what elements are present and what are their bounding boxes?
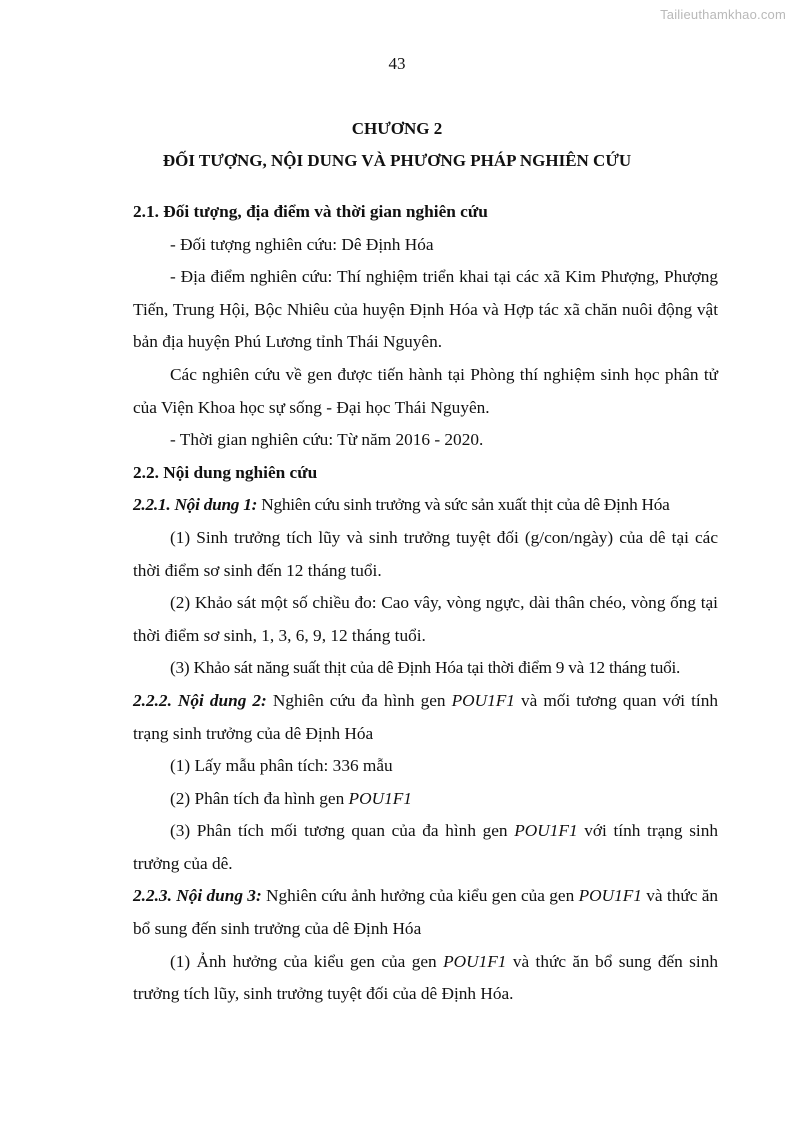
gene-name: POU1F1 xyxy=(578,886,642,906)
content-3-text-before: Nghiên cứu ảnh hưởng của kiểu gen của gen xyxy=(261,886,579,906)
content-3-item-1 xyxy=(133,946,718,1011)
content-2-heading xyxy=(133,685,718,750)
content-3-label: 2.2.3. Nội dung 3: xyxy=(133,886,262,906)
gene-name: POU1F1 xyxy=(348,788,412,808)
content-2-label: 2.2.2. Nội dung 2: xyxy=(133,690,267,710)
research-location: - Địa điểm nghiên cứu: Thí nghiệm triển khai tại các xã Kim Phượng, Phượng Tiến, Trung Hội, Bộc Nhiêu của huyện Định Hóa và Hợp tác xã chăn nuôi động vật bản địa huyện Phú Lương tỉnh Thái Nguyên. xyxy=(133,267,718,352)
page-number: 43 xyxy=(388,54,406,73)
content-1-item-1: (1) Sinh trưởng tích lũy và sinh trưởng tuyệt đối (g/con/ngày) của dê tại các thời điểm sơ sinh đến 12 tháng tuổi. xyxy=(133,527,718,580)
research-subject: - Đối tượng nghiên cứu: Dê Định Hóa xyxy=(170,234,434,254)
content-1-label: 2.2.1. Nội dung 1: xyxy=(133,495,258,515)
content-2-item-3-text-after: với tính trạng sinh trưởng của dê. xyxy=(133,821,719,873)
gene-name: POU1F1 xyxy=(451,690,515,710)
content-1-heading xyxy=(133,489,718,522)
gene-name: POU1F1 xyxy=(443,951,507,971)
research-time: - Thời gian nghiên cứu: Từ năm 2016 - 2020. xyxy=(170,430,484,450)
content-3-text-after: và thức ăn bổ sung đến sinh trưởng của dê Định Hóa xyxy=(133,886,719,939)
watermark: Tailieuthamkhao.com xyxy=(660,7,786,22)
gene-name: POU1F1 xyxy=(514,821,578,841)
content-2-item-3 xyxy=(133,815,718,880)
content-2-item-1: (1) Lấy mẫu phân tích: 336 mẫu xyxy=(170,756,393,776)
content-3-item-1-text-before: (1) Ảnh hưởng của kiểu gen của gen xyxy=(170,951,444,971)
content-1-text: Nghiên cứu sinh trưởng và sức sản xuất thịt của dê Định Hóa xyxy=(257,495,670,515)
content-2-item-2-text: (2) Phân tích đa hình gen xyxy=(170,788,349,808)
section-heading-2-2: 2.2. Nội dung nghiên cứu xyxy=(133,462,318,482)
content-2-item-3-text-before: (3) Phân tích mối tương quan của đa hình gen xyxy=(170,821,515,841)
content-1-item-2: (2) Khảo sát một số chiều đo: Cao vây, vòng ngực, dài thân chéo, vòng ống tại thời điểm sơ sinh, 1, 3, 6, 9, 12 tháng tuổi. xyxy=(133,593,718,645)
content-2-text-after: và mối tương quan với tính trạng sinh trưởng của dê Định Hóa xyxy=(133,690,718,743)
chapter-title: ĐỐI TƯỢNG, NỘI DUNG VÀ PHƯƠNG PHÁP NGHIÊN CỨU xyxy=(162,151,632,170)
content-3-heading xyxy=(133,880,718,945)
content-3-item-1-text-after: và thức ăn bổ sung đến sinh trưởng tích lũy, sinh trưởng tuyệt đối của dê Định Hóa. xyxy=(133,951,718,1004)
document-body xyxy=(133,196,718,1011)
content-2-text-before: Nghiên cứu đa hình gen xyxy=(266,690,452,710)
chapter-label: CHƯƠNG 2 xyxy=(351,119,443,138)
content-2-item-2 xyxy=(133,783,718,816)
research-lab: Các nghiên cứu về gen được tiến hành tại Phòng thí nghiệm sinh học phân tử của Viện Khoa học sự sống - Đại học Thái Nguyên. xyxy=(133,364,718,417)
content-1-item-3: (3) Khảo sát năng suất thịt của dê Định Hóa tại thời điểm 9 và 12 tháng tuổi. xyxy=(170,658,681,678)
section-heading-2-1: 2.1. Đối tượng, địa điểm và thời gian nghiên cứu xyxy=(133,202,488,221)
